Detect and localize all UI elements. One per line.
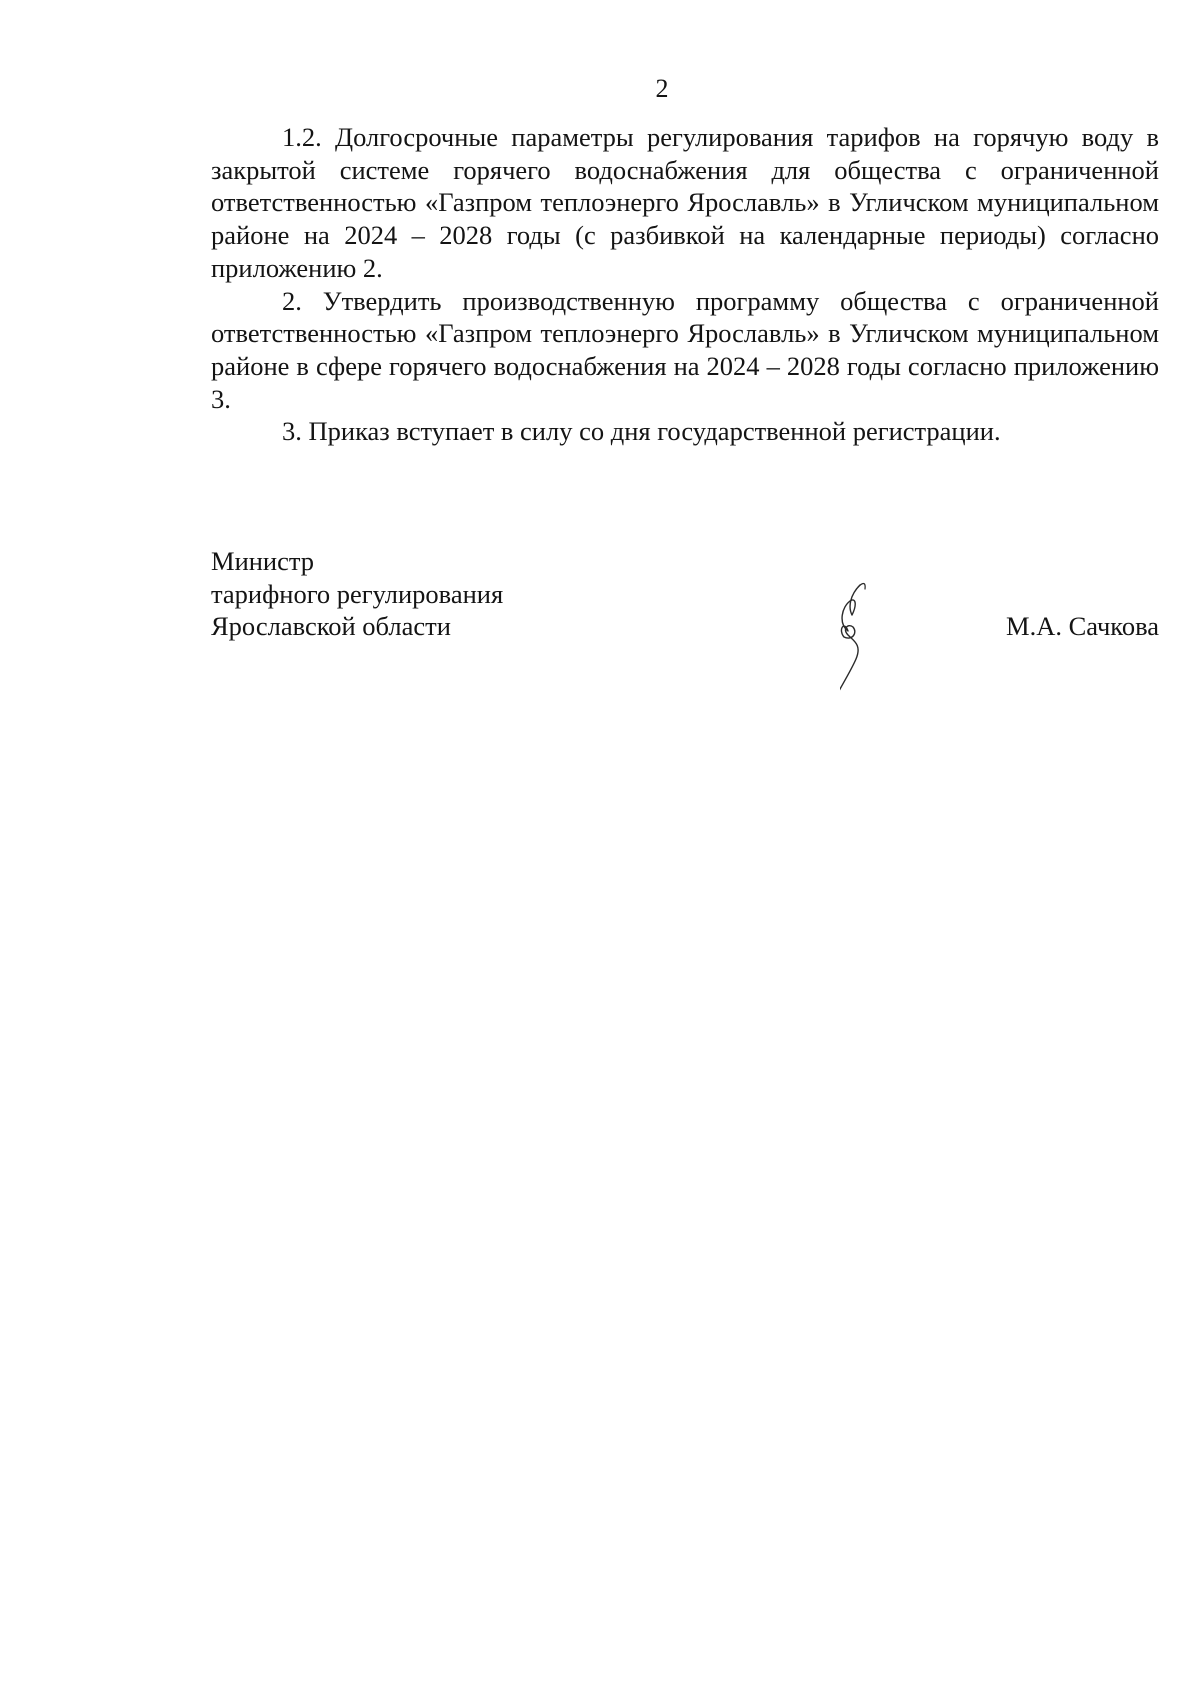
signatory-name: М.А. Сачкова (1006, 611, 1159, 641)
signatory-title-line-3: Ярославской области (211, 611, 451, 642)
paragraph-3: 3. Приказ вступает в силу со дня государственной регистрации. (282, 416, 1001, 447)
document-body (211, 121, 1159, 448)
handwritten-signature (840, 575, 940, 745)
page-number: 2 (655, 74, 669, 103)
signatory-title-line-1: Министр (211, 546, 315, 576)
signatory-title-line-2: тарифного регулирования (211, 578, 504, 609)
paragraph-2: 2. Утвердить производственную программу общества с ограниченной ответственностью «Газпром теплоэнерго Ярославль» в Угличском муниципальном районе в сфере горячего водоснабжения на 2024 – 2028 годы согласно приложению 3. (211, 285, 1159, 414)
signature-block (211, 545, 1159, 643)
paragraph-1-2: 1.2. Долгосрочные параметры регулирования тарифов на горячую воду в закрытой системе горячего водоснабжения для общества с ограниченной ответственностью «Газпром теплоэнерго Ярославль» в Угличском муниципальном районе на 2024 – 2028 годы (с разбивкой на календарные периоды) согласно приложению 2. (211, 122, 1159, 283)
